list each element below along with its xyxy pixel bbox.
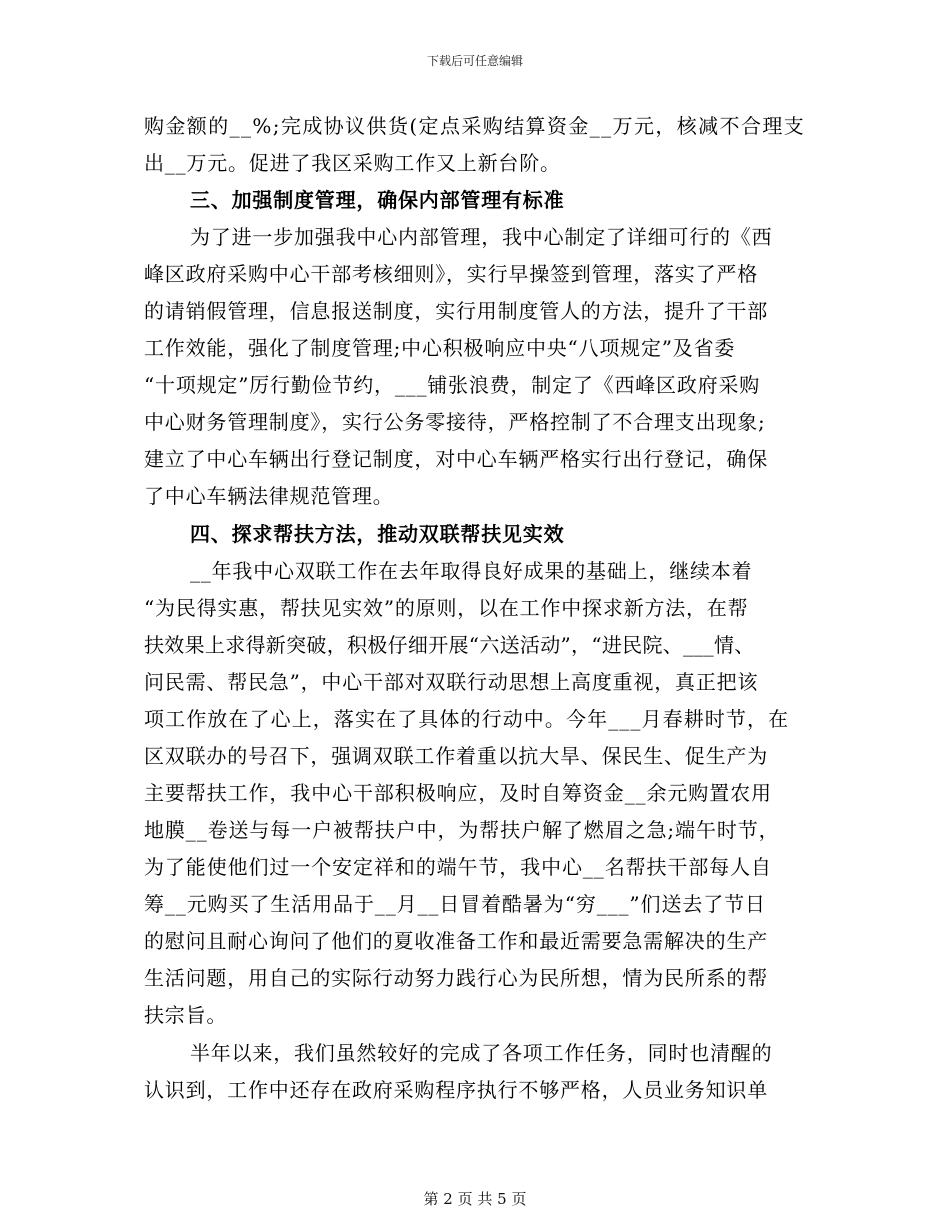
- paragraph-line: 扶宗旨。: [144, 1003, 228, 1027]
- paragraph-line: 区双联办的号召下，强调双联工作着重以抗大旱、保民生、促生产为: [144, 744, 768, 768]
- paragraph-line: 半年以来，我们虽然较好的完成了各项工作任务，同时也清醒的: [190, 1041, 773, 1065]
- paragraph-line: 生活问题，用自己的实际行动努力践行心为民所想，情为民所系的帮: [144, 966, 768, 990]
- page-header: 下载后可任意编辑: [426, 54, 523, 68]
- paragraph-line: 购金额的__%;完成协议供货(定点采购结算资金__万元，核减不合理支: [144, 114, 806, 138]
- paragraph-line: 项工作放在了心上，落实在了具体的行动中。今年___月春耕时节，在: [144, 707, 790, 731]
- paragraph-line: __年我中心双联工作在去年取得良好成果的基础上，继续本着: [190, 559, 753, 583]
- paragraph-line: 主要帮扶工作，我中心干部积极响应，及时自筹资金__余元购置农用: [144, 781, 772, 805]
- paragraph-line: 为了能使他们过一个安定祥和的端午节，我中心__名帮扶干部每人自: [144, 855, 772, 879]
- paragraph-line: 工作效能，强化了制度管理;中心积极响应中央“八项规定”及省委: [144, 336, 736, 360]
- paragraph-line: 中心财务管理制度》，实行公务零接待，严格控制了不合理支出现象;: [144, 410, 766, 434]
- paragraph-line: “为民得实惠，帮扶见实效”的原则，以在工作中探求新方法，在帮: [144, 596, 749, 620]
- section-heading-4: 四、探求帮扶方法，推动双联帮扶见实效: [190, 522, 565, 546]
- paragraph-line: 扶效果上求得新突破，积极仔细开展“六送活动”，“进民院、___情、: [144, 633, 755, 657]
- paragraph-line: 地膜__卷送与每一户被帮扶户中，为帮扶户解了燃眉之急;端午时节，: [144, 818, 780, 842]
- page-footer: 第 2 页 共 5 页: [423, 1190, 527, 1208]
- paragraph-line: 出__万元。促进了我区采购工作又上新台阶。: [144, 151, 561, 175]
- paragraph-line: 筹__元购买了生活用品于__月__日冒着酷暑为“穷___”们送去了节日: [144, 892, 766, 916]
- paragraph-line: “十项规定”厉行勤俭节约，___铺张浪费，制定了《西峰区政府采购: [144, 373, 761, 397]
- section-heading-3: 三、加强制度管理，确保内部管理有标准: [190, 188, 565, 212]
- paragraph-line: 为了进一步加强我中心内部管理，我中心制定了详细可行的《西: [190, 225, 773, 249]
- paragraph-line: 峰区政府采购中心干部考核细则》，实行早操签到管理，落实了严格: [144, 262, 758, 286]
- paragraph-line: 建立了中心车辆出行登记制度，对中心车辆严格实行出行登记，确保: [144, 447, 768, 471]
- paragraph-line: 的慰问且耐心询问了他们的夏收准备工作和最近需要急需解决的生产: [144, 929, 768, 953]
- paragraph-line: 的请销假管理，信息报送制度，实行用制度管人的方法，提升了干部: [144, 299, 768, 323]
- paragraph-line: 问民需、帮民急”，中心干部对双联行动思想上高度重视，真正把该: [144, 670, 759, 694]
- paragraph-line: 认识到，工作中还存在政府采购程序执行不够严格，人员业务知识单: [144, 1078, 768, 1102]
- paragraph-line: 了中心车辆法律规范管理。: [144, 484, 394, 508]
